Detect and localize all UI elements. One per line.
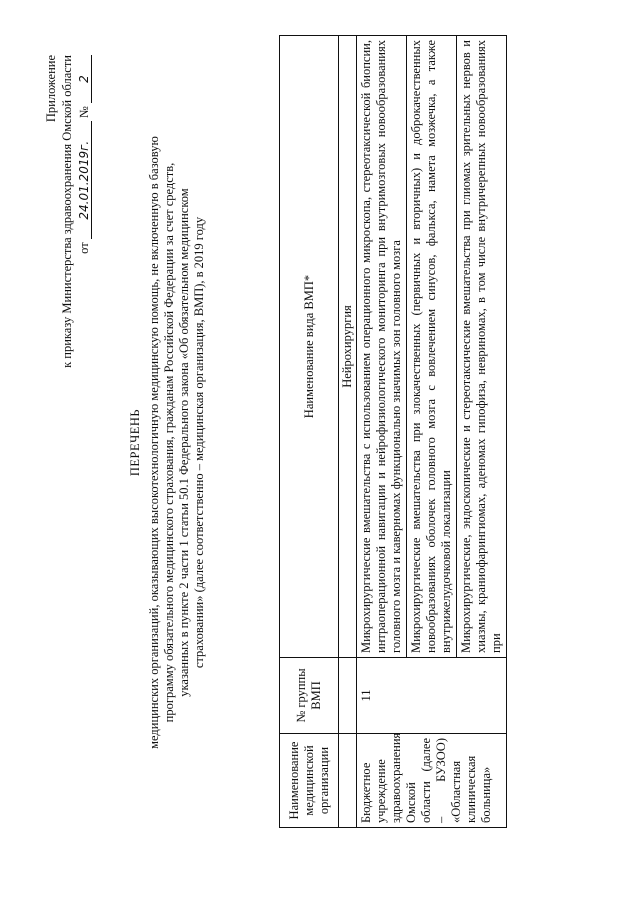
appendix-block	[44, 55, 92, 368]
table-section-row	[339, 36, 357, 828]
appendix-label: Приложение	[44, 55, 58, 123]
table-row	[357, 36, 407, 828]
section-empty-cell	[339, 658, 357, 734]
handwritten-date: 24.01.2019г.	[77, 121, 92, 239]
document-heading: ПЕРЕЧЕНЬ	[128, 408, 142, 477]
title-line: медицинских организаций, оказывающих высокотехнологичную медицинскую помощь, не включенную в базовую	[147, 136, 161, 749]
title-line: указанных в пункте 2 части 1 статьи 50.1 Федерального закона «Об обязательном медицинском	[177, 188, 191, 697]
appendix-date-line	[77, 55, 92, 368]
title-line: программу обязательного медицинского страхования, гражданам Российской Федерации за счет средств,	[162, 162, 176, 723]
section-empty-cell	[339, 734, 357, 828]
organization-cell: Бюджетное учреждение здравоохранения Омской области (далее – БУЗОО) «Областная клиническая больница»	[357, 734, 507, 828]
table-header-row	[280, 36, 339, 828]
group-number-cell: 11	[357, 658, 507, 734]
handwritten-number: 2	[77, 55, 92, 103]
title-line: страховании» (далее соответственно – медицинская организация, ВМП), в 2019 году	[192, 216, 206, 669]
vmp-type-cell: Микрохирургические, эндоскопические и стереотаксические вмешательства при глиомах зрительных нервов и хиазмы, краниофарингиомах, аденомах гипофиза, невриномах, в том числе внутричерепных новообразованиях при	[457, 36, 507, 658]
vmp-type-cell: Микрохирургические вмешательства при злокачественных (первичных и вторичных) и доброкачественных новообразованиях оболочек головного мозга с вовлечением синусов, фалькса, намета мозжечка, а также внутрижелудочковой локализации	[407, 36, 457, 658]
section-title: Нейрохирургия	[339, 36, 357, 658]
header-vmp: Наименование вида ВМП*	[280, 36, 339, 658]
vmp-table	[279, 35, 507, 828]
date-prefix: от	[77, 242, 91, 254]
header-org: Наименование медицинской организации	[280, 734, 339, 828]
number-prefix: №	[77, 106, 91, 119]
vmp-type-cell: Микрохирургические вмешательства с использованием операционного микроскопа, стереотаксической биопсии, интраоперационной навигации и нейрофизиологического мониторинга при внутримозговых новообразованиях головного мозга и каверномах функционально значимых зон головного мозга	[357, 36, 407, 658]
header-group: № группы ВМП	[280, 658, 339, 734]
appendix-order-reference: к приказу Министерства здравоохранения Омской области	[60, 55, 74, 368]
document-title-block	[128, 60, 207, 825]
